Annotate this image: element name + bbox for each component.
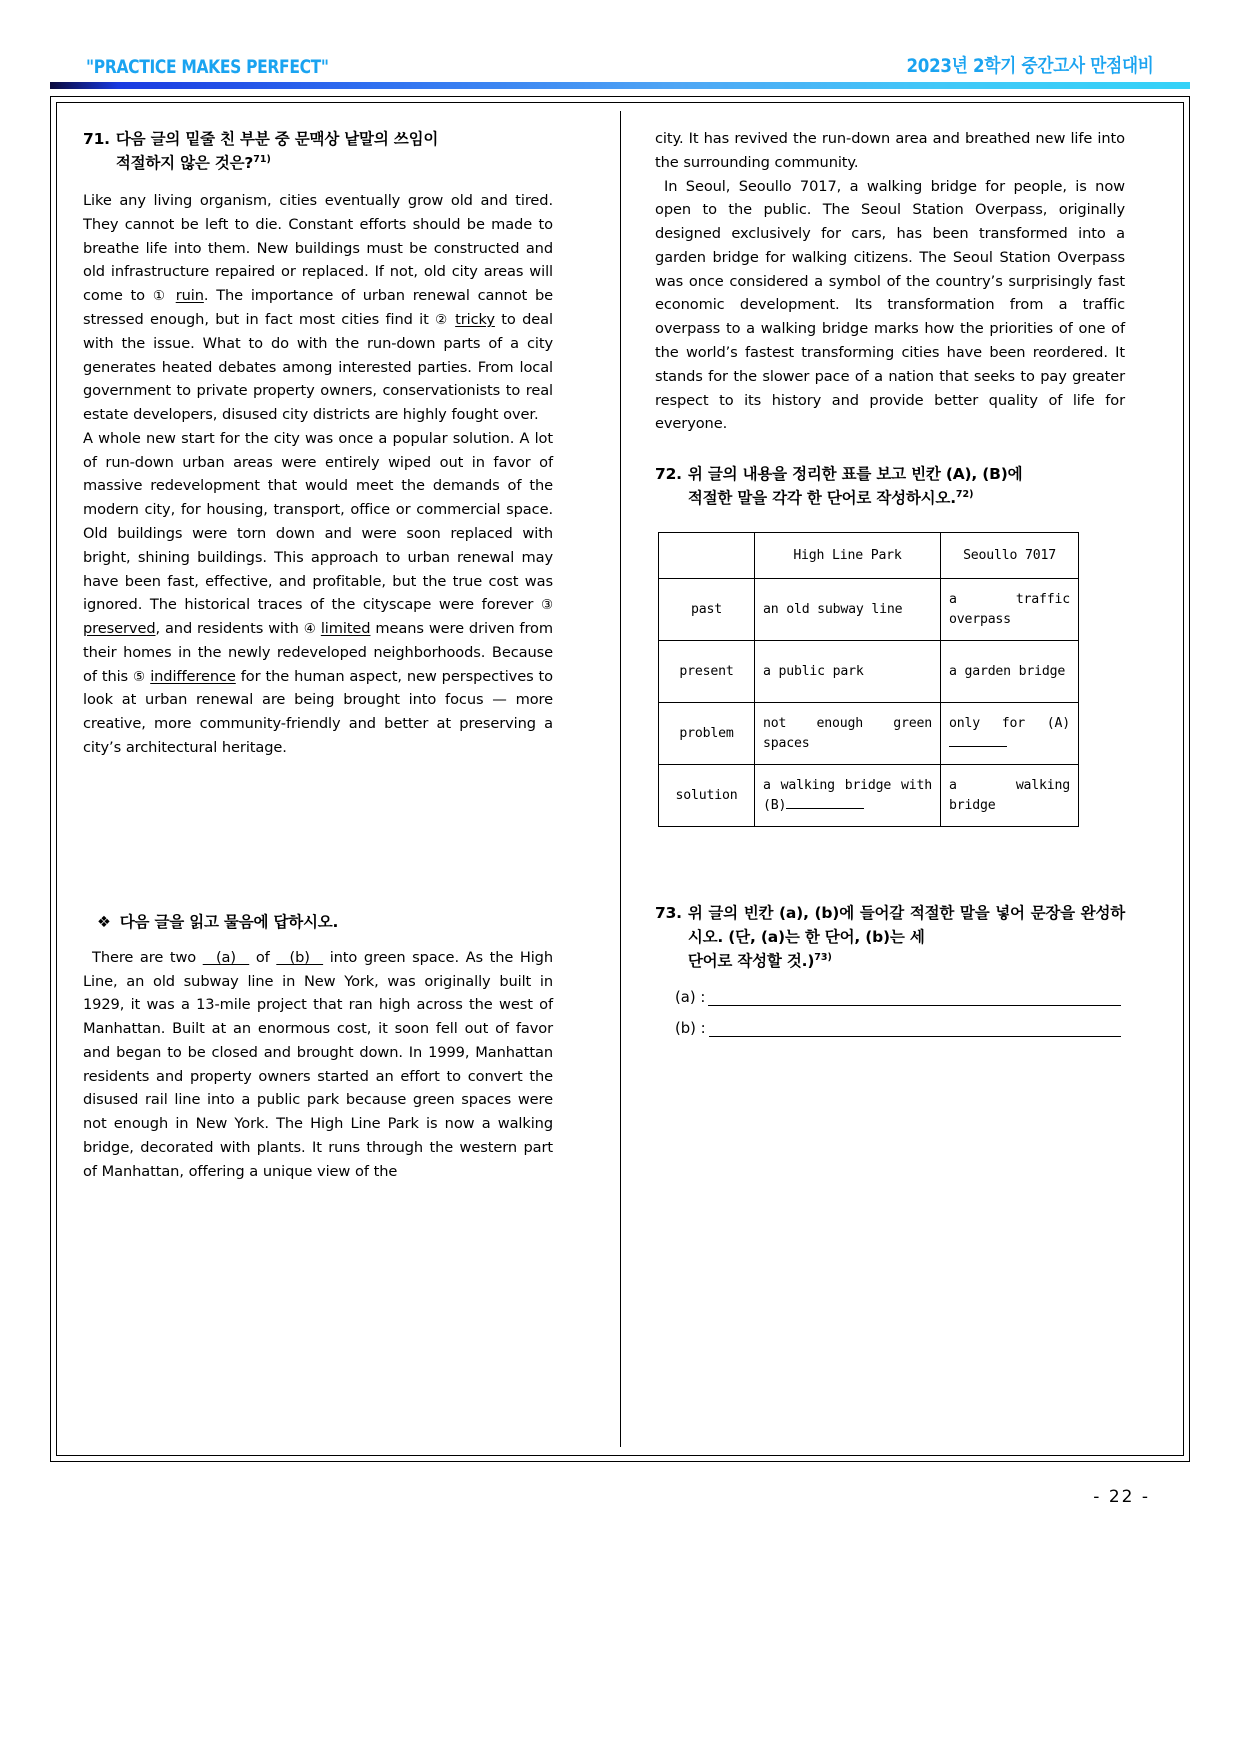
underlined-word-3: preserved [83, 620, 156, 638]
answer-input-a[interactable] [708, 991, 1121, 1006]
header-left-title: "PRACTICE MAKES PERFECT" [86, 57, 329, 78]
question-73-line3-wrap [688, 949, 1125, 973]
answer-block [655, 989, 1125, 1037]
answer-key-a: (a) : [675, 989, 706, 1007]
question-71-line1: 다음 글의 밑줄 친 부분 중 문맥상 낱말의 쓰임이 [115, 130, 439, 148]
passage-2-part-2: city. It has revived the run-down area and breathed new life into the surrounding community. [655, 130, 1125, 171]
cell-solution-seoullo: a walking bridge [941, 765, 1079, 827]
cell-present-seoullo: a garden bridge [941, 641, 1079, 703]
underlined-word-4: limited [320, 620, 371, 638]
question-72-line2-wrap [688, 486, 1125, 510]
cell-past-seoullo: a traffic overpass [941, 579, 1079, 641]
table-row-past [659, 579, 1079, 641]
passage-2-part-3: In Seoul, Seoullo 7017, a walking bridge for people, is now open to the public. The Seoul Station Overpass, originally designed exclusively for cars, has been transformed into a garden bridge for walking citizens. The Seoul Station Overpass was once considered a symbol of the country’s surprisingly fast economic development. Its transformation from a traffic overpass to a walking bridge marks how the priorities of one of the world’s fastest transforming cities have been reordered. It stands for the slower pace of a nation that seeks to pay greater respect to its history and provide better quality of life for everyone. [655, 177, 1125, 433]
passage-2-part-1: There are two (a) of (b) into green space. As the High Line, an old subway line in New York, was originally built in 1929, it was a 13-mile project that ran high across the west of Manhattan. Built at an enormous cost, it soon fell out of favor and began to be closed and brought down. In 1999, Manhattan residents and property owners started an effort to convert the disused rail line into a public park because green spaces were not enough in New York. The High Line Park is now a walking bridge, decorated with plants. It runs through the western part of Manhattan, offering a unique view of the [83, 948, 553, 1180]
cell-past-high-line: an old subway line [755, 579, 941, 641]
question-73-line2: 문장을 완성하시오. (단, (a)는 한 단어, (b)는 세 [687, 904, 1125, 947]
diamond-bullet-icon: ❖ [97, 912, 111, 931]
question-72-line2: 적절한 말을 각각 한 단어로 작성하시오. [687, 489, 956, 508]
table-header-high-line: High Line Park [755, 533, 941, 579]
answer-row-a [675, 989, 1125, 1006]
question-72-footnote: 72) [955, 489, 974, 501]
table-row-present [659, 641, 1079, 703]
blank-a-inline: (a) [202, 948, 250, 966]
table-row-problem [659, 703, 1079, 765]
answer-blank-A[interactable] [949, 746, 1007, 747]
answer-key-b: (b) : [675, 1020, 706, 1038]
row-label-problem: problem [659, 703, 755, 765]
underlined-word-5: indifference [150, 667, 236, 685]
page-frame [50, 96, 1190, 1462]
question-72-number: 72. [655, 465, 682, 484]
table-header-corner [659, 533, 755, 579]
left-column-spacer [83, 760, 553, 910]
answer-blank-B[interactable] [786, 808, 864, 809]
passage-1-paragraph-2: A whole new start for the city was once a popular solution. A lot of run-down urban areas were entirely wiped out in favor of massive redevelopment that would meet the demands of the modern city, for housing, transport, office or commercial space. Old buildings were torn down and were soon replaced with bright, shining buildings. This approach to urban renewal may have been fast, effective, and profitable, but the true cost was ignored. The historical traces of the cityscape were forever ③ preserved, and residents with ④ limited means were driven from their homes in the newly redeveloped neighborhoods. Because of this ⑤ indifference for the human aspect, new perspectives to look at urban renewal are being brought into focus — more creative, more community-friendly and better at preserving a city’s architectural heritage. [83, 429, 553, 756]
right-column-spacer-2 [655, 827, 1125, 901]
right-column [655, 127, 1125, 1051]
cell-present-high-line: a public park [755, 641, 941, 703]
blank-b-inline: (b) [276, 948, 324, 966]
reading-prompt-text: 다음 글을 읽고 물음에 답하시오. [119, 912, 339, 931]
table-header-seoullo: Seoullo 7017 [941, 533, 1079, 579]
option-marker-3: ③ [540, 597, 553, 614]
row-label-solution: solution [659, 765, 755, 827]
header-right-title: 2023년 2학기 중간고사 만점대비 [906, 56, 1154, 77]
underlined-word-2: tricky [455, 310, 495, 328]
question-71-text [116, 127, 553, 175]
question-72-heading [655, 462, 1125, 510]
table-header-row [659, 533, 1079, 579]
underlined-word-1: ruin [175, 287, 204, 305]
question-71-number: 71. [83, 130, 110, 148]
cell-problem-seoullo-text: only for (A) [949, 715, 1070, 731]
comparison-table-wrapper [655, 532, 1125, 827]
table-row-solution [659, 765, 1079, 827]
row-label-past: past [659, 579, 755, 641]
question-73-heading [655, 901, 1125, 973]
question-73-line1: 위 글의 빈칸 (a), (b)에 들어갈 적절한 말을 넣어 [687, 904, 1025, 923]
question-71-heading [83, 127, 553, 175]
reading-prompt [83, 910, 553, 932]
row-label-present: present [659, 641, 755, 703]
page-number: - 22 - [1093, 1487, 1150, 1507]
answer-row-b [675, 1020, 1125, 1037]
answer-input-b[interactable] [709, 1022, 1121, 1037]
question-73-footnote: 73) [814, 952, 832, 964]
option-marker-2: ② [435, 311, 449, 328]
question-71-line2: 적절하지 않은 것은? [115, 154, 254, 173]
header-gradient-rule [50, 82, 1190, 89]
cell-solution-high-line-text: a walking bridge with (B) [763, 777, 932, 813]
question-72-text [688, 462, 1125, 510]
question-72-line1: 위 글의 내용을 정리한 표를 보고 빈칸 (A), (B)에 [687, 465, 1023, 484]
comparison-table [658, 532, 1079, 827]
page-header [86, 44, 1154, 78]
passage-1-paragraph-1: Like any living organism, cities eventually grow old and tired. They cannot be left to die. Constant efforts should be made to breathe life into them. New buildings must be constructed and old infrastructure repaired or replaced. If not, old city areas will come to ① ruin. The importance of urban renewal cannot be stressed enough, but in fact most cities find it ② tricky to deal with the issue. What to do with the run-down parts of a city generates heated debates among interested parties. From local government to private property owners, conservationists to real estate developers, disused city districts are highly fought over. [83, 192, 553, 424]
question-73-text [688, 901, 1125, 973]
left-column [83, 127, 553, 1184]
cell-problem-seoullo [941, 703, 1079, 765]
option-marker-5: ⑤ [133, 668, 146, 685]
question-71-footnote: 71) [253, 153, 271, 165]
right-column-spacer-1 [655, 436, 1125, 462]
cell-problem-high-line: not enough green spaces [755, 703, 941, 765]
question-71-line2-wrap [116, 151, 553, 175]
cell-solution-high-line [755, 765, 941, 827]
question-73-number: 73. [655, 904, 682, 923]
question-73-line3: 단어로 작성할 것.) [687, 952, 815, 971]
column-divider [620, 111, 621, 1447]
option-marker-4: ④ [303, 621, 316, 638]
option-marker-1: ① [152, 288, 168, 305]
